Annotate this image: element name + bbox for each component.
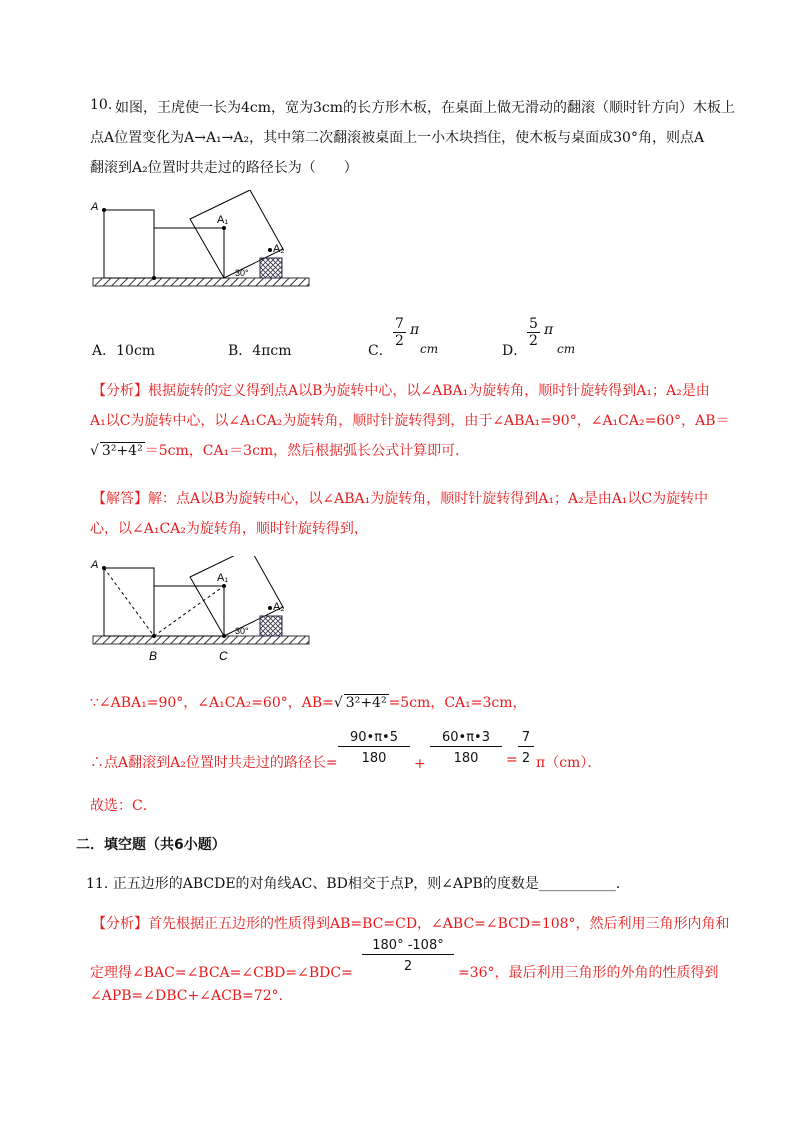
wood-block [260, 616, 282, 636]
figure-2 [88, 556, 318, 666]
q11-line: 11. 正五边形的ABCDE的对角线AC、BD相交于点P，则∠APB的度数是___________． [86, 876, 630, 892]
q11-analysis-line3: ∠APB=∠DBC+∠ACB=72°. [90, 988, 284, 1004]
fig2-label-a1: A₁ [217, 572, 229, 584]
fig2-label-c: C [219, 649, 228, 663]
q10-solution-line2: 心，以∠A₁CA₂为旋转角，顺时针旋转得到， [90, 521, 368, 537]
q10-analysis-line2: A₁以C为旋转中心，以∠A₁CA₂为旋转角，顺时针旋转得到，由于∠ABA₁=90°，∠A₁CA₂=60°，AB＝ [90, 413, 730, 429]
table-surface [93, 278, 309, 286]
fig2-angle: 30° [235, 626, 249, 636]
fig2-label-b: B [149, 649, 158, 663]
q10-because-line: ∵∠ABA₁=90°，∠A₁CA₂=60°，AB=√ 3²+4² =5cm，CA₁=3cm， [90, 695, 527, 711]
q11-fraction: $\frac{180^\circ -108^\circ}{2}$ [362, 938, 454, 975]
q10-therefore-line: ∴点A翻滚到A₂位置时共走过的路径长= [90, 755, 338, 771]
option-a: A．10cm [92, 343, 156, 359]
q10-analysis-line3: √ 3²+4² ＝5cm，CA₁＝3cm，然后根据弧长公式计算即可． [90, 443, 470, 459]
wood-block [260, 258, 282, 278]
q10-choose: 故选：C． [90, 798, 157, 814]
board-second [154, 228, 224, 278]
option-b: B．4πcm [228, 343, 292, 359]
q10-line2: 点A位置变化为A→A₁→A₂，其中第二次翻滚被桌面上一小木块挡住，使木板与桌面成30°角，则点A [90, 130, 705, 146]
q11-analysis-line2-pre: 定理得∠BAC=∠BCA=∠CBD=∠BDC= [90, 965, 353, 981]
fig1-label-a: A [91, 201, 99, 213]
q10-number: 10. [90, 97, 113, 113]
section-title: 二．填空题（共6小题） [76, 837, 226, 853]
fig2-label-a2: A₂ [273, 601, 285, 613]
q10-line1: 如图，王虎使一长为4cm，宽为3cm的长方形木板，在桌面上做无滑动的翻滚（顺时针方向）木板上 [115, 100, 736, 116]
board-initial [104, 210, 154, 278]
fig1-label-a1: A₁ [217, 214, 229, 226]
fig1-label-a2: A₂ [273, 243, 285, 255]
fig1-angle: 30° [235, 268, 249, 278]
fig2-label-a: A [91, 559, 99, 571]
table-surface [93, 636, 309, 644]
q10-solution-line1: 【解答】解：点A以B为旋转中心，以∠ABA₁为旋转角，顺时针旋转得到A₁；A₂是由A₁以C为旋转中 [92, 491, 709, 507]
q11-analysis-line2-post: =36°，最后利用三角形的外角的性质得到 [458, 965, 719, 981]
dashed-ab [104, 568, 154, 636]
dashed-ba1 [154, 586, 224, 636]
q11-analysis-line1: 【分析】首先根据正五边形的性质得到AB=BC=CD，∠ABC=∠BCD=108°，然后利用三角形内角和 [92, 916, 730, 932]
q10-line3: 翻滚到A₂位置时共走过的路径长为（ ） [90, 160, 358, 176]
q10-analysis-line1: 【分析】根据旋转的定义得到点A以B为旋转中心，以∠ABA₁为旋转角，顺时针旋转得到A₁；A₂是由 [92, 383, 710, 399]
figure-1 [88, 190, 318, 290]
